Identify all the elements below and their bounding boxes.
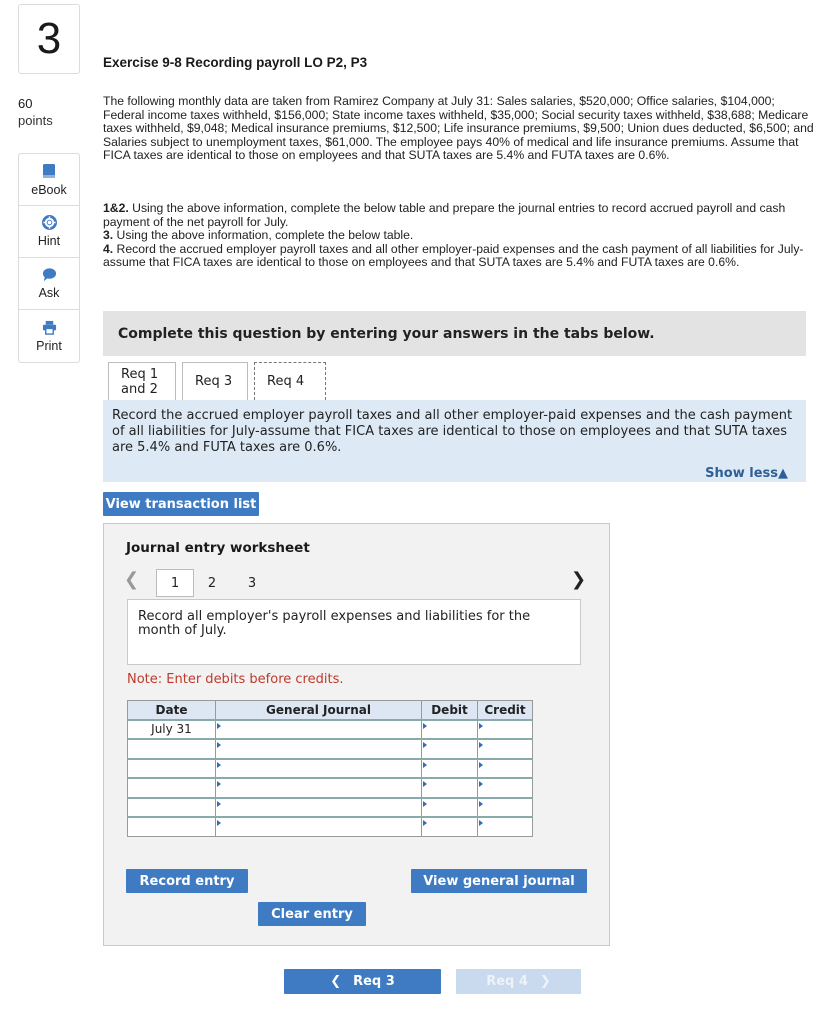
debit-input[interactable] xyxy=(422,798,478,818)
triangle-up-icon: ▲ xyxy=(778,466,788,481)
exercise-title: Exercise 9-8 Recording payroll LO P2, P3 xyxy=(103,55,368,70)
requirement-4: 4. Record the accrued employer payroll taxes and all other employer-paid expenses and the cash payment of all liabilities for July-assume that FICA taxes are identical to those on employees and that SUTA taxes are 5.4% and FUTA taxes are 0.6%. xyxy=(103,241,804,270)
tab-req-3[interactable]: Req 3 xyxy=(182,362,248,400)
account-input[interactable] xyxy=(216,778,422,798)
date-cell xyxy=(128,798,216,818)
account-input[interactable] xyxy=(216,759,422,779)
requirement-3: 3. Using the above information, complete the below table. xyxy=(103,228,414,243)
chevron-right-icon: ❯ xyxy=(539,974,551,989)
question-number: 3 xyxy=(18,4,80,74)
credit-input[interactable] xyxy=(478,778,533,798)
date-header: Date xyxy=(128,701,216,720)
tab-instruction: Record the accrued employer payroll taxes and all other employer-paid expenses and the cash payment of all liabilities for July-assume that FICA taxes are identical to those on employees and that SUTA taxes are 5.4% and FUTA taxes are 0.6%. xyxy=(103,400,806,482)
account-input[interactable] xyxy=(216,720,422,740)
table-row xyxy=(128,798,533,818)
chevron-right-icon[interactable]: ❯ xyxy=(571,569,587,590)
table-row xyxy=(128,739,533,759)
credit-input[interactable] xyxy=(478,817,533,837)
page-3-button[interactable]: 3 xyxy=(247,575,257,591)
print-button[interactable] xyxy=(19,310,79,362)
general-journal-table xyxy=(127,700,533,837)
date-cell xyxy=(128,817,216,837)
prev-req-button[interactable]: ❮ Req 3 xyxy=(284,969,441,994)
instructions-banner: Complete this question by entering your answers in the tabs below. xyxy=(103,311,806,356)
account-input[interactable] xyxy=(216,798,422,818)
chevron-left-icon: ❮ xyxy=(330,974,342,989)
printer-icon xyxy=(42,320,57,335)
account-input[interactable] xyxy=(216,817,422,837)
table-row xyxy=(128,759,533,779)
date-cell: July 31 xyxy=(128,720,216,740)
ask-button[interactable] xyxy=(19,258,79,310)
show-less-link[interactable]: Show less▲ xyxy=(705,466,788,481)
date-cell xyxy=(128,778,216,798)
points-value: 60 xyxy=(18,96,33,111)
tab-req-1-2[interactable]: Req 1 and 2 xyxy=(108,362,176,400)
debit-input[interactable] xyxy=(422,759,478,779)
ebook-button[interactable] xyxy=(19,154,79,206)
chevron-left-icon[interactable]: ❮ xyxy=(124,569,140,590)
ask-label: Ask xyxy=(38,286,60,300)
entry-description: Record all employer's payroll expenses and liabilities for the month of July. xyxy=(127,599,581,665)
view-transaction-list-button[interactable]: View transaction list xyxy=(103,492,259,516)
credit-header: Credit xyxy=(478,701,533,720)
page-2-button[interactable]: 2 xyxy=(207,575,217,591)
tools-panel xyxy=(18,153,80,363)
next-req-button: Req 4 ❯ xyxy=(456,969,581,994)
journal-header: General Journal xyxy=(216,701,422,720)
exercise-paragraph: The following monthly data are taken from Ramirez Company at July 31: Sales salaries, $520,000; Office salaries, $104,000; Federal income taxes withheld, $156,000; State income taxes withheld, $35,000; Social security taxes withheld, $38,688; Medicare taxes withheld, $9,048; Medical insurance premiums, $12,500; Life insurance premiums, $9,500; Union dues deducted, $6,500; and Salaries subject to unemployment taxes, $61,000. The employee pays 40% of medical and life insurance premiums. Assume that FICA taxes are identical to those on employees and that SUTA taxes are 5.4% and FUTA taxes are 0.6%. xyxy=(103,94,814,163)
debit-input[interactable] xyxy=(422,817,478,837)
record-entry-button[interactable]: Record entry xyxy=(126,869,248,893)
account-input[interactable] xyxy=(216,739,422,759)
page-1-button[interactable]: 1 xyxy=(156,569,194,597)
clear-entry-button[interactable]: Clear entry xyxy=(258,902,366,926)
date-cell xyxy=(128,759,216,779)
table-row xyxy=(128,778,533,798)
table-row xyxy=(128,720,533,740)
requirements-list xyxy=(103,202,815,270)
debit-input[interactable] xyxy=(422,739,478,759)
points-label: points xyxy=(18,113,53,128)
credit-input[interactable] xyxy=(478,739,533,759)
lifebuoy-icon xyxy=(42,215,57,230)
debit-input[interactable] xyxy=(422,778,478,798)
credit-input[interactable] xyxy=(478,720,533,740)
debit-input[interactable] xyxy=(422,720,478,740)
debit-header: Debit xyxy=(422,701,478,720)
table-row xyxy=(128,817,533,837)
chat-bubble-icon xyxy=(42,267,57,282)
worksheet-title: Journal entry worksheet xyxy=(126,540,310,556)
credit-input[interactable] xyxy=(478,759,533,779)
debits-credits-note: Note: Enter debits before credits. xyxy=(127,672,344,687)
print-label: Print xyxy=(36,338,62,353)
hint-label: Hint xyxy=(37,234,61,248)
view-general-journal-button[interactable]: View general journal xyxy=(411,869,587,893)
tab-req-4[interactable]: Req 4 xyxy=(254,362,326,400)
hint-button[interactable] xyxy=(19,206,79,258)
ebook-label: eBook xyxy=(31,182,67,197)
credit-input[interactable] xyxy=(478,798,533,818)
book-icon xyxy=(42,163,56,179)
requirement-1-2: 1&2. Using the above information, complete the below table and prepare the journal entries to record accrued payroll and cash payment of the net payroll for July. xyxy=(103,201,786,229)
date-cell xyxy=(128,739,216,759)
